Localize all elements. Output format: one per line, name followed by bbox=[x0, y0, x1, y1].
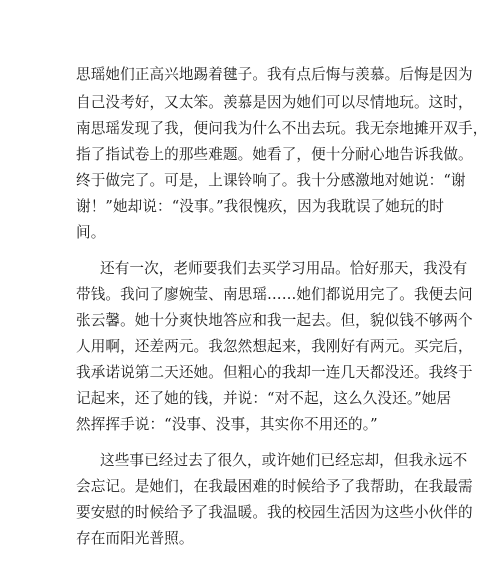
text-line: 南思瑶发现了我，便问我为什么不出去玩。我无奈地摊开双手， bbox=[76, 120, 488, 137]
text-line: 存在而阳光普照。 bbox=[76, 530, 194, 547]
text-line: 带钱。我问了廖婉莹、南思瑶……她们都说用完了。我便去问 bbox=[76, 286, 473, 303]
text-line: 我承诺说第二天还她。但粗心的我却一连几天都没还。我终于 bbox=[76, 364, 473, 381]
text-line: 记起来，还了她的钱，并说：“对不起，这么久没还。”她居 bbox=[76, 390, 452, 407]
text-line: 自己没考好，又太笨。羡慕是因为她们可以尽情地玩。这时， bbox=[76, 94, 473, 111]
text-line: 指了指试卷上的那些难题。她看了，便十分耐心地告诉我做。 bbox=[76, 146, 473, 163]
text-line: 然挥挥手说：“没事、没事，其实你不用还的。” bbox=[76, 416, 378, 433]
text-line: 会忘记。是她们，在我最困难的时候给予了我帮助，在我最需 bbox=[76, 478, 473, 495]
text-line: 张云馨。她十分爽快地答应和我一起去。但，貌似钱不够两个 bbox=[76, 312, 473, 329]
text-line: 思瑶她们正高兴地踢着毽子。我有点后悔与羡慕。后悔是因为 bbox=[76, 66, 473, 83]
text-line: 这些事已经过去了很久，或许她们已经忘却，但我永远不 bbox=[100, 452, 468, 469]
text-line: 谢！”她却说：“没事。”我很愧疚，因为我耽误了她玩的时 bbox=[76, 198, 445, 215]
text-line: 人用啊，还差两元。我忽然想起来，我刚好有两元。买完后， bbox=[76, 338, 473, 355]
text-line: 要安慰的时候给予了我温暖。我的校园生活因为这些小伙伴的 bbox=[76, 504, 473, 521]
text-line: 间。 bbox=[76, 224, 106, 241]
text-line: 终于做完了。可是，上课铃响了。我十分感激地对她说：“谢 bbox=[76, 172, 466, 189]
text-line: 还有一次，老师要我们去买学习用品。恰好那天，我没有 bbox=[100, 260, 468, 277]
